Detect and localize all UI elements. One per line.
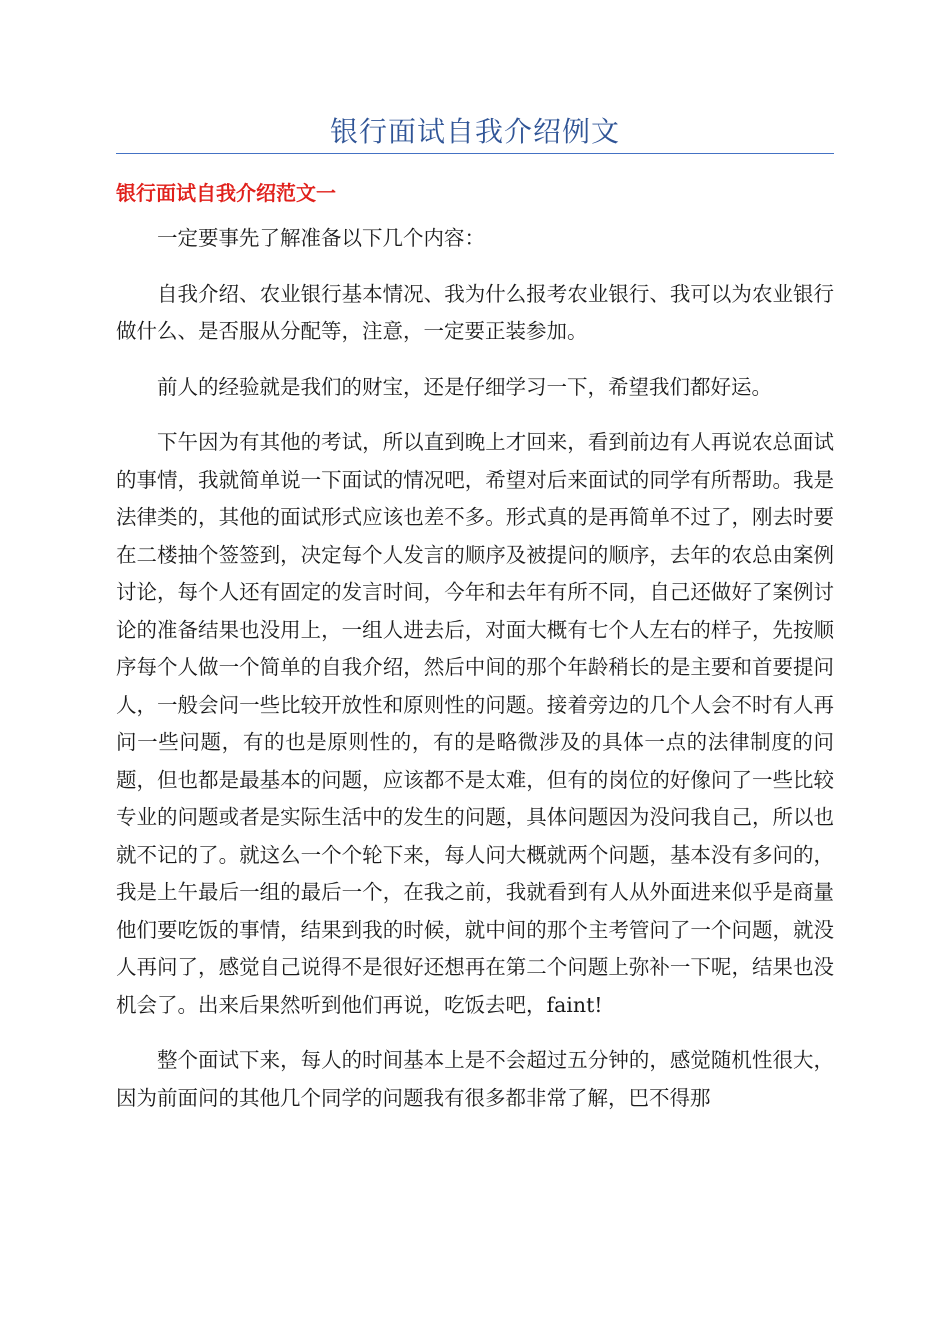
section-heading: 银行面试自我介绍范文一 [116,181,336,205]
paragraph: 一定要事先了解准备以下几个内容： [157,226,485,250]
document-body [116,220,834,1135]
paragraph: 下午因为有其他的考试，所以直到晚上才回来，看到前边有人再说农总面试的事情，我就简单说一下面试的情况吧，希望对后来面试的同学有所帮助。我是法律类的，其他的面试形式应该也差不多。形式真的是再简单不过了，刚去时要在二楼抽个签签到，决定每个人发言的顺序及被提问的顺序，去年的农总由案例讨论，每个人还有固定的发言时间，今年和去年有所不同，自己还做好了案例讨论的准备结果也没用上，一组人进去后，对面大概有七个人左右的样子，先按顺序每个人做一个简单的自我介绍，然后中间的那个年龄稍长的是主要和首要提问人，一般会问一些比较开放性和原则性的问题。接着旁边的几个人会不时有人再问一些问题，有的也是原则性的，有的是略微涉及的具体一点的法律制度的问题，但也都是最基本的问题，应该都不是太难，但有的岗位的好像问了一些比较专业的问题或者是实际生活中的发生的问题，具体问题因为没问我自己，所以也就不记的了。就这么一个个轮下来，每人问大概就两个问题，基本没有多问的，我是上午最后一组的最后一个，在我之前，我就看到有人从外面进来似乎是商量他们要吃饭的事情，结果到我的时候，就中间的那个主考管问了一个问题，就没人再问了，感觉自己说得不是很好还想再在第二个问题上弥补一下呢，结果也没机会了。出来后果然听到他们再说，吃饭去吧，faint! [116,430,834,1017]
title-underline [116,153,834,154]
paragraph: 自我介绍、农业银行基本情况、我为什么报考农业银行、我可以为农业银行做什么、是否服从分配等，注意，一定要正装参加。 [116,281,834,343]
document-title: 银行面试自我介绍例文 [329,115,620,148]
paragraph: 前人的经验就是我们的财宝，还是仔细学习一下，希望我们都好运。 [157,374,772,399]
paragraph: 整个面试下来，每人的时间基本上是不会超过五分钟的，感觉随机性很大，因为前面问的其他几个同学的问题我有很多都非常了解，巴不得那 [116,1048,834,1110]
